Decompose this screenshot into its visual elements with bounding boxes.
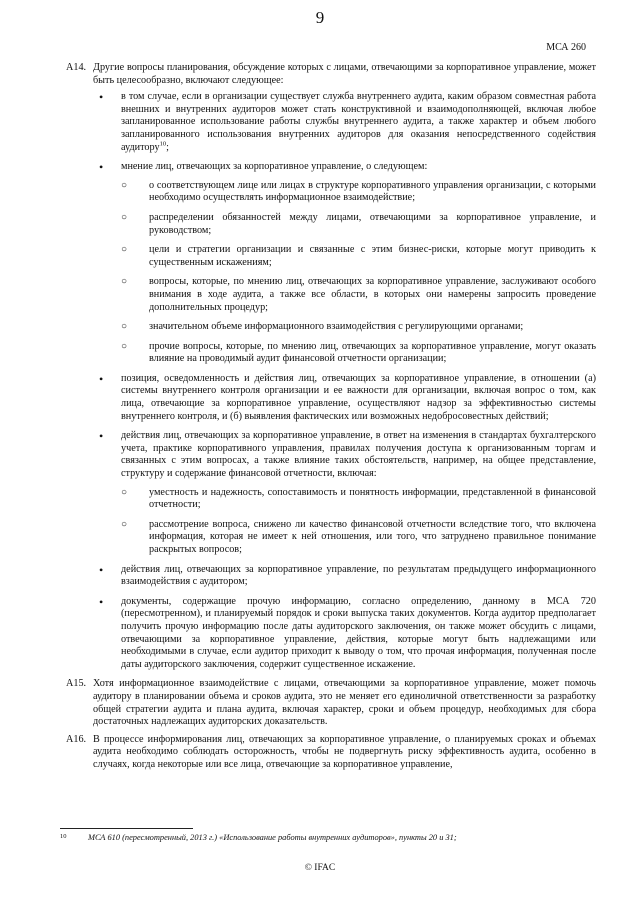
- sub-list-item-text: о соответствующем лице или лицах в структуре корпоративного управления организации, с которыми необходимо осуществлять информационное взаимодействие;: [149, 179, 596, 204]
- sub-list-item: [121, 212, 596, 237]
- list-item: [93, 161, 596, 366]
- page-number: 9: [315, 8, 325, 27]
- circle-bullet-icon: ○: [121, 321, 128, 333]
- sub-list-item: [121, 180, 596, 205]
- paragraph-number: A15.: [66, 678, 87, 690]
- sub-list-item-text: рассмотрение вопроса, снижено ли качество финансовой отчетности вследствие того, что включена информация, которая не имеет к ней отношения, или того, что затруднено правильное понимание раскрытых вопросов;: [149, 518, 596, 555]
- bullet-icon: •: [99, 562, 104, 577]
- copyright-footer: © IFAC: [304, 863, 336, 873]
- paragraph-a15: [66, 678, 596, 728]
- circle-bullet-icon: ○: [121, 211, 128, 223]
- list-item-text: документы, содержащие прочую информацию, согласно определению, данному в МСА 720 (пересмотренном), и планируемый порядок и сроки выпуска таких документов. Когда аудитор предполагает получить прочую информацию после даты аудиторского заключения, он также может обсудить с лицами, отвечающими за корпоративное управление, действия, которые могут быть надлежащими или необходимыми в случае, если аудитор приходит к выводу о том, что прочая информация, полученная после даты аудиторского заключения, содержит существенное искажение.: [121, 595, 596, 670]
- sub-list-item-text: значительном объеме информационного взаимодействия с регулирующими органами;: [149, 321, 524, 333]
- bullet-icon: •: [99, 429, 104, 444]
- sub-list-item: [121, 276, 596, 314]
- circle-bullet-icon: ○: [121, 518, 128, 530]
- paragraph-text: Хотя информационное взаимодействие с лицами, отвечающими за корпоративное управление, может помочь аудитору в планировании объема и сроков аудита, это не меняет его единоличной ответственности за разработку общей стратегии аудита и плана аудита, включая характер, сроки и объем процедур, необходимых для сбора достаточных надлежащих аудиторских доказательств.: [93, 678, 596, 728]
- sub-list-item-text: распределении обязанностей между лицами, отвечающими за корпоративное управление, и руководством;: [149, 211, 596, 236]
- footnote-number: 10: [60, 833, 67, 840]
- bullet-icon: •: [99, 371, 104, 386]
- list-item-text: позиция, осведомленность и действия лиц, отвечающих за корпоративное управление, в отношении (а) системы внутреннего контроля организации и ее важности для организации, включая вопрос о том, как лица, отвечающие за корпоративное управление, осуществляют надзор за эффективностью системы внутреннего контроля, и (б) выявления фактических или возможных недобросовестных действий;: [121, 372, 596, 422]
- paragraph-number: A16.: [66, 733, 87, 745]
- list-item-text: действия лиц, отвечающих за корпоративное управление, по результатам предыдущего информационного взаимодействия с аудитором;: [121, 563, 596, 588]
- circle-bullet-icon: ○: [121, 244, 128, 256]
- paragraph-number: A14.: [66, 62, 87, 73]
- footnote-source: МСА 610 (пересмотренный, 2013 г.): [88, 833, 218, 842]
- circle-bullet-icon: ○: [121, 276, 128, 288]
- footnote-ref: 10: [159, 140, 167, 148]
- footnote-divider: [60, 828, 193, 829]
- paragraph-text: В процессе информирования лиц, отвечающих за корпоративное управление, о планируемых сроках и объемах аудита необходимо соблюдать осторожность, чтобы не подвергнуть риску эффективность аудита, особенно в случаях, когда некоторые или все лица, отвечающие за корпоративное управление,: [93, 733, 596, 770]
- sub-list-item: [121, 341, 596, 366]
- footnote-title: «Использование работы внутренних аудиторов»,: [219, 833, 397, 842]
- list-item: [93, 373, 596, 423]
- list-item: [93, 430, 596, 556]
- list-item: [93, 596, 596, 672]
- list-item-tail: ;: [166, 141, 169, 153]
- sub-list-item: [121, 519, 596, 557]
- paragraph-text: Другие вопросы планирования, обсуждение которых с лицами, отвечающими за корпоративное управление, может быть целесообразно, включают следующее:: [93, 62, 596, 86]
- circle-bullet-icon: ○: [121, 486, 128, 498]
- circle-bullet-icon: ○: [121, 340, 128, 352]
- bullet-icon: •: [99, 90, 104, 105]
- sub-list: [121, 487, 596, 557]
- sub-list-item: [121, 321, 596, 334]
- sub-list-item: [121, 244, 596, 269]
- document-body: [66, 62, 596, 777]
- bullet-icon: •: [99, 594, 104, 609]
- circle-bullet-icon: ○: [121, 179, 128, 191]
- sub-list: [121, 180, 596, 366]
- sub-list-item-text: цели и стратегии организации и связанные с этим бизнес-риски, которые могут приводить к существенным искажениям;: [149, 244, 596, 268]
- list-item-text: действия лиц, отвечающих за корпоративное управление, в ответ на изменения в стандартах бухгалтерского учета, практике корпоративного управления, правилах получения доступа к организованным торгам и связанных с этим вопросах, а также влияние таких обстоятельств, например, на общее представление, структуру и содержание финансовой отчетности, включая:: [121, 430, 596, 480]
- footnote-points: пункты 20 и 31;: [399, 833, 457, 842]
- sub-list-item-text: прочие вопросы, которые, по мнению лиц, отвечающих за корпоративное управление, могут оказать влияние на проводимый аудит финансовой отчетности организации;: [149, 340, 596, 365]
- sub-list-item-text: уместность и надежность, сопоставимость и понятность информации, представленной в финансовой отчетности;: [149, 486, 596, 511]
- paragraph-a14: [66, 62, 596, 671]
- bullet-icon: •: [99, 160, 104, 175]
- sub-list-item-text: вопросы, которые, по мнению лиц, отвечающих за корпоративное управление, заслуживают особого внимания в ходе аудита, а также все области, в которых они намерены запросить проведение дополнительных процедур;: [149, 276, 596, 313]
- footnote-text: [88, 833, 598, 842]
- standard-code: МСА 260: [546, 42, 586, 53]
- list-item-text: в том случае, если в организации существует служба внутреннего аудита, каким образом совместная работа внешних и внутренних аудиторов может стать конструктивной и взаимодополняющей, включая любое запланированное использование работы службы внутреннего аудита, а также характер и объем любого запланированного использования внутренних аудиторов для оказания непосредственного содействия аудитору: [121, 91, 596, 153]
- sub-list-item: [121, 487, 596, 512]
- paragraph-a16: [66, 733, 596, 772]
- list-item: [93, 564, 596, 589]
- bullet-list: [93, 91, 596, 671]
- list-item-text: мнение лиц, отвечающих за корпоративное управление, о следующем:: [121, 161, 428, 173]
- list-item: [93, 91, 596, 154]
